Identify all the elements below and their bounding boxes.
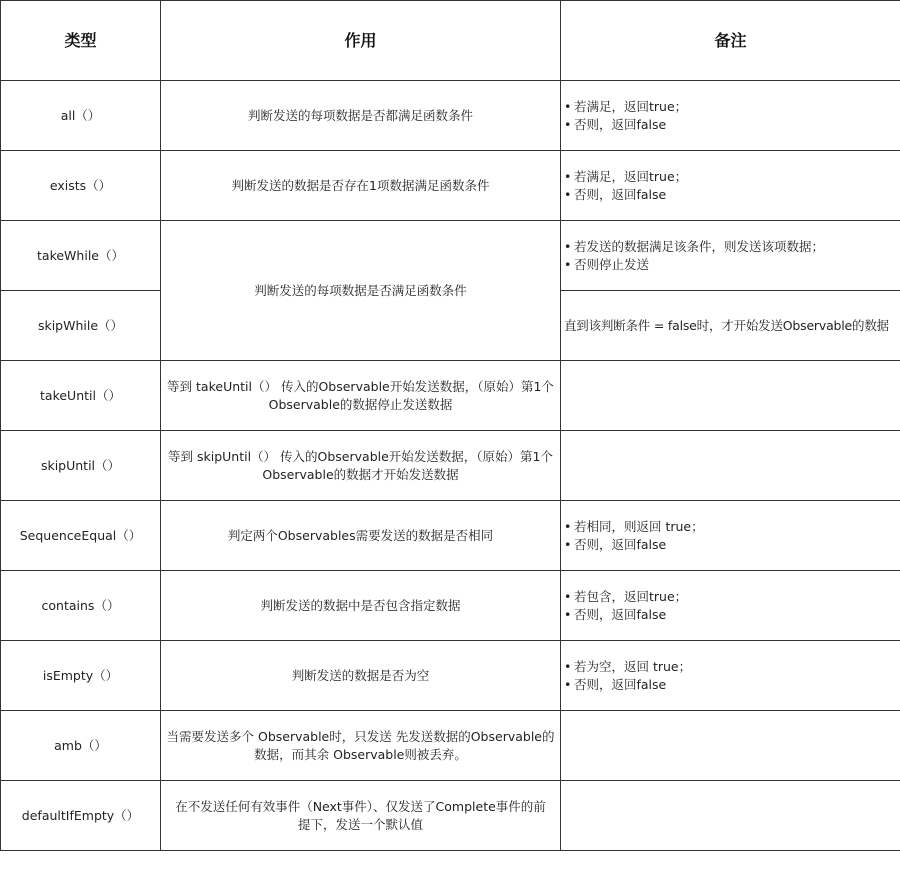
desc-cell: 判断发送的数据中是否包含指定数据 [161, 571, 561, 641]
desc-cell: 判定两个Observables需要发送的数据是否相同 [161, 501, 561, 571]
header-note: 备注 [561, 1, 900, 81]
note-cell [561, 641, 900, 711]
bullet-icon: • [564, 676, 572, 692]
table-row [1, 431, 900, 501]
note-item [564, 116, 898, 134]
note-item [564, 676, 898, 694]
type-cell: exists（） [1, 151, 161, 221]
note-text: 否则，返回false [574, 116, 667, 132]
desc-cell: 判断发送的数据是否为空 [161, 641, 561, 711]
table-row [1, 361, 900, 431]
note-cell [561, 291, 900, 361]
note-item [564, 238, 898, 256]
bullet-icon: • [564, 658, 572, 674]
type-cell: skipWhile（） [1, 291, 161, 361]
type-cell: takeWhile（） [1, 221, 161, 291]
desc-cell: 判断发送的数据是否存在1项数据满足函数条件 [161, 151, 561, 221]
table-header-row [1, 1, 900, 81]
bullet-icon: • [564, 116, 572, 132]
note-text: 否则停止发送 [574, 256, 650, 272]
note-text: 直到该判断条件 = false时，才开始发送Observable的数据 [564, 317, 889, 333]
note-cell [561, 781, 900, 851]
note-cell [561, 361, 900, 431]
note-item [564, 98, 898, 116]
note-item [564, 168, 898, 186]
note-cell [561, 711, 900, 781]
note-cell [561, 221, 900, 291]
table-row [1, 781, 900, 851]
note-cell [561, 431, 900, 501]
note-cell [561, 81, 900, 151]
note-text: 若满足，返回true； [574, 98, 688, 114]
note-item [564, 658, 898, 676]
table-row [1, 151, 900, 221]
note-cell [561, 571, 900, 641]
desc-cell: 判断发送的每项数据是否都满足函数条件 [161, 81, 561, 151]
type-cell: isEmpty（） [1, 641, 161, 711]
desc-line: 提下，发送一个默认值 [297, 816, 423, 832]
bullet-icon: • [564, 588, 572, 604]
desc-cell [161, 361, 561, 431]
desc-cell [161, 431, 561, 501]
bullet-icon: • [564, 256, 572, 272]
bullet-icon: • [564, 238, 572, 254]
note-text: 否则，返回false [574, 536, 667, 552]
note-cell [561, 151, 900, 221]
type-cell: all（） [1, 81, 161, 151]
header-purpose: 作用 [161, 1, 561, 81]
type-cell: SequenceEqual（） [1, 501, 161, 571]
table-row [1, 711, 900, 781]
desc-line: 等到 skipUntil（） 传入的Observable开始发送数据，（原始）第1个 [168, 448, 553, 464]
note-text: 否则，返回false [574, 676, 667, 692]
note-item [564, 606, 898, 624]
table-row [1, 221, 900, 291]
desc-line: Observable的数据停止发送数据 [268, 396, 453, 412]
note-item [564, 536, 898, 554]
note-item [564, 186, 898, 204]
type-cell: takeUntil（） [1, 361, 161, 431]
bullet-icon: • [564, 186, 572, 202]
desc-cell [161, 781, 561, 851]
bullet-icon: • [564, 536, 572, 552]
type-cell: amb（） [1, 711, 161, 781]
desc-line: 当需要发送多个 Observable时，只发送 先发送数据的Observable的 [166, 728, 555, 744]
table-row [1, 641, 900, 711]
desc-cell [161, 711, 561, 781]
bullet-icon: • [564, 98, 572, 114]
bullet-icon: • [564, 606, 572, 622]
desc-line: 等到 takeUntil（） 传入的Observable开始发送数据，（原始）第1个 [167, 378, 554, 394]
table-row [1, 81, 900, 151]
note-item [564, 588, 898, 606]
type-cell: contains（） [1, 571, 161, 641]
note-text: 否则，返回false [574, 186, 667, 202]
desc-line: 在不发送任何有效事件（Next事件）、仅发送了Complete事件的前 [175, 798, 546, 814]
table-row [1, 571, 900, 641]
desc-line: Observable的数据才开始发送数据 [262, 466, 459, 482]
note-text: 若为空，返回 true； [574, 658, 692, 674]
note-item [564, 256, 898, 274]
note-item [564, 518, 898, 536]
bullet-icon: • [564, 168, 572, 184]
note-text: 若发送的数据满足该条件，则发送该项数据； [574, 238, 825, 254]
desc-line: 数据，而其余 Observable则被丢弃。 [254, 746, 467, 762]
note-text: 若满足，返回true； [574, 168, 688, 184]
note-cell [561, 501, 900, 571]
table-row [1, 501, 900, 571]
note-text: 若包含，返回true； [574, 588, 688, 604]
header-type: 类型 [1, 1, 161, 81]
desc-cell: 判断发送的每项数据是否满足函数条件 [161, 221, 561, 361]
type-cell: skipUntil（） [1, 431, 161, 501]
note-text: 否则，返回false [574, 606, 667, 622]
note-text: 若相同，则返回 true； [574, 518, 704, 534]
type-cell: defaultIfEmpty（） [1, 781, 161, 851]
bullet-icon: • [564, 518, 572, 534]
